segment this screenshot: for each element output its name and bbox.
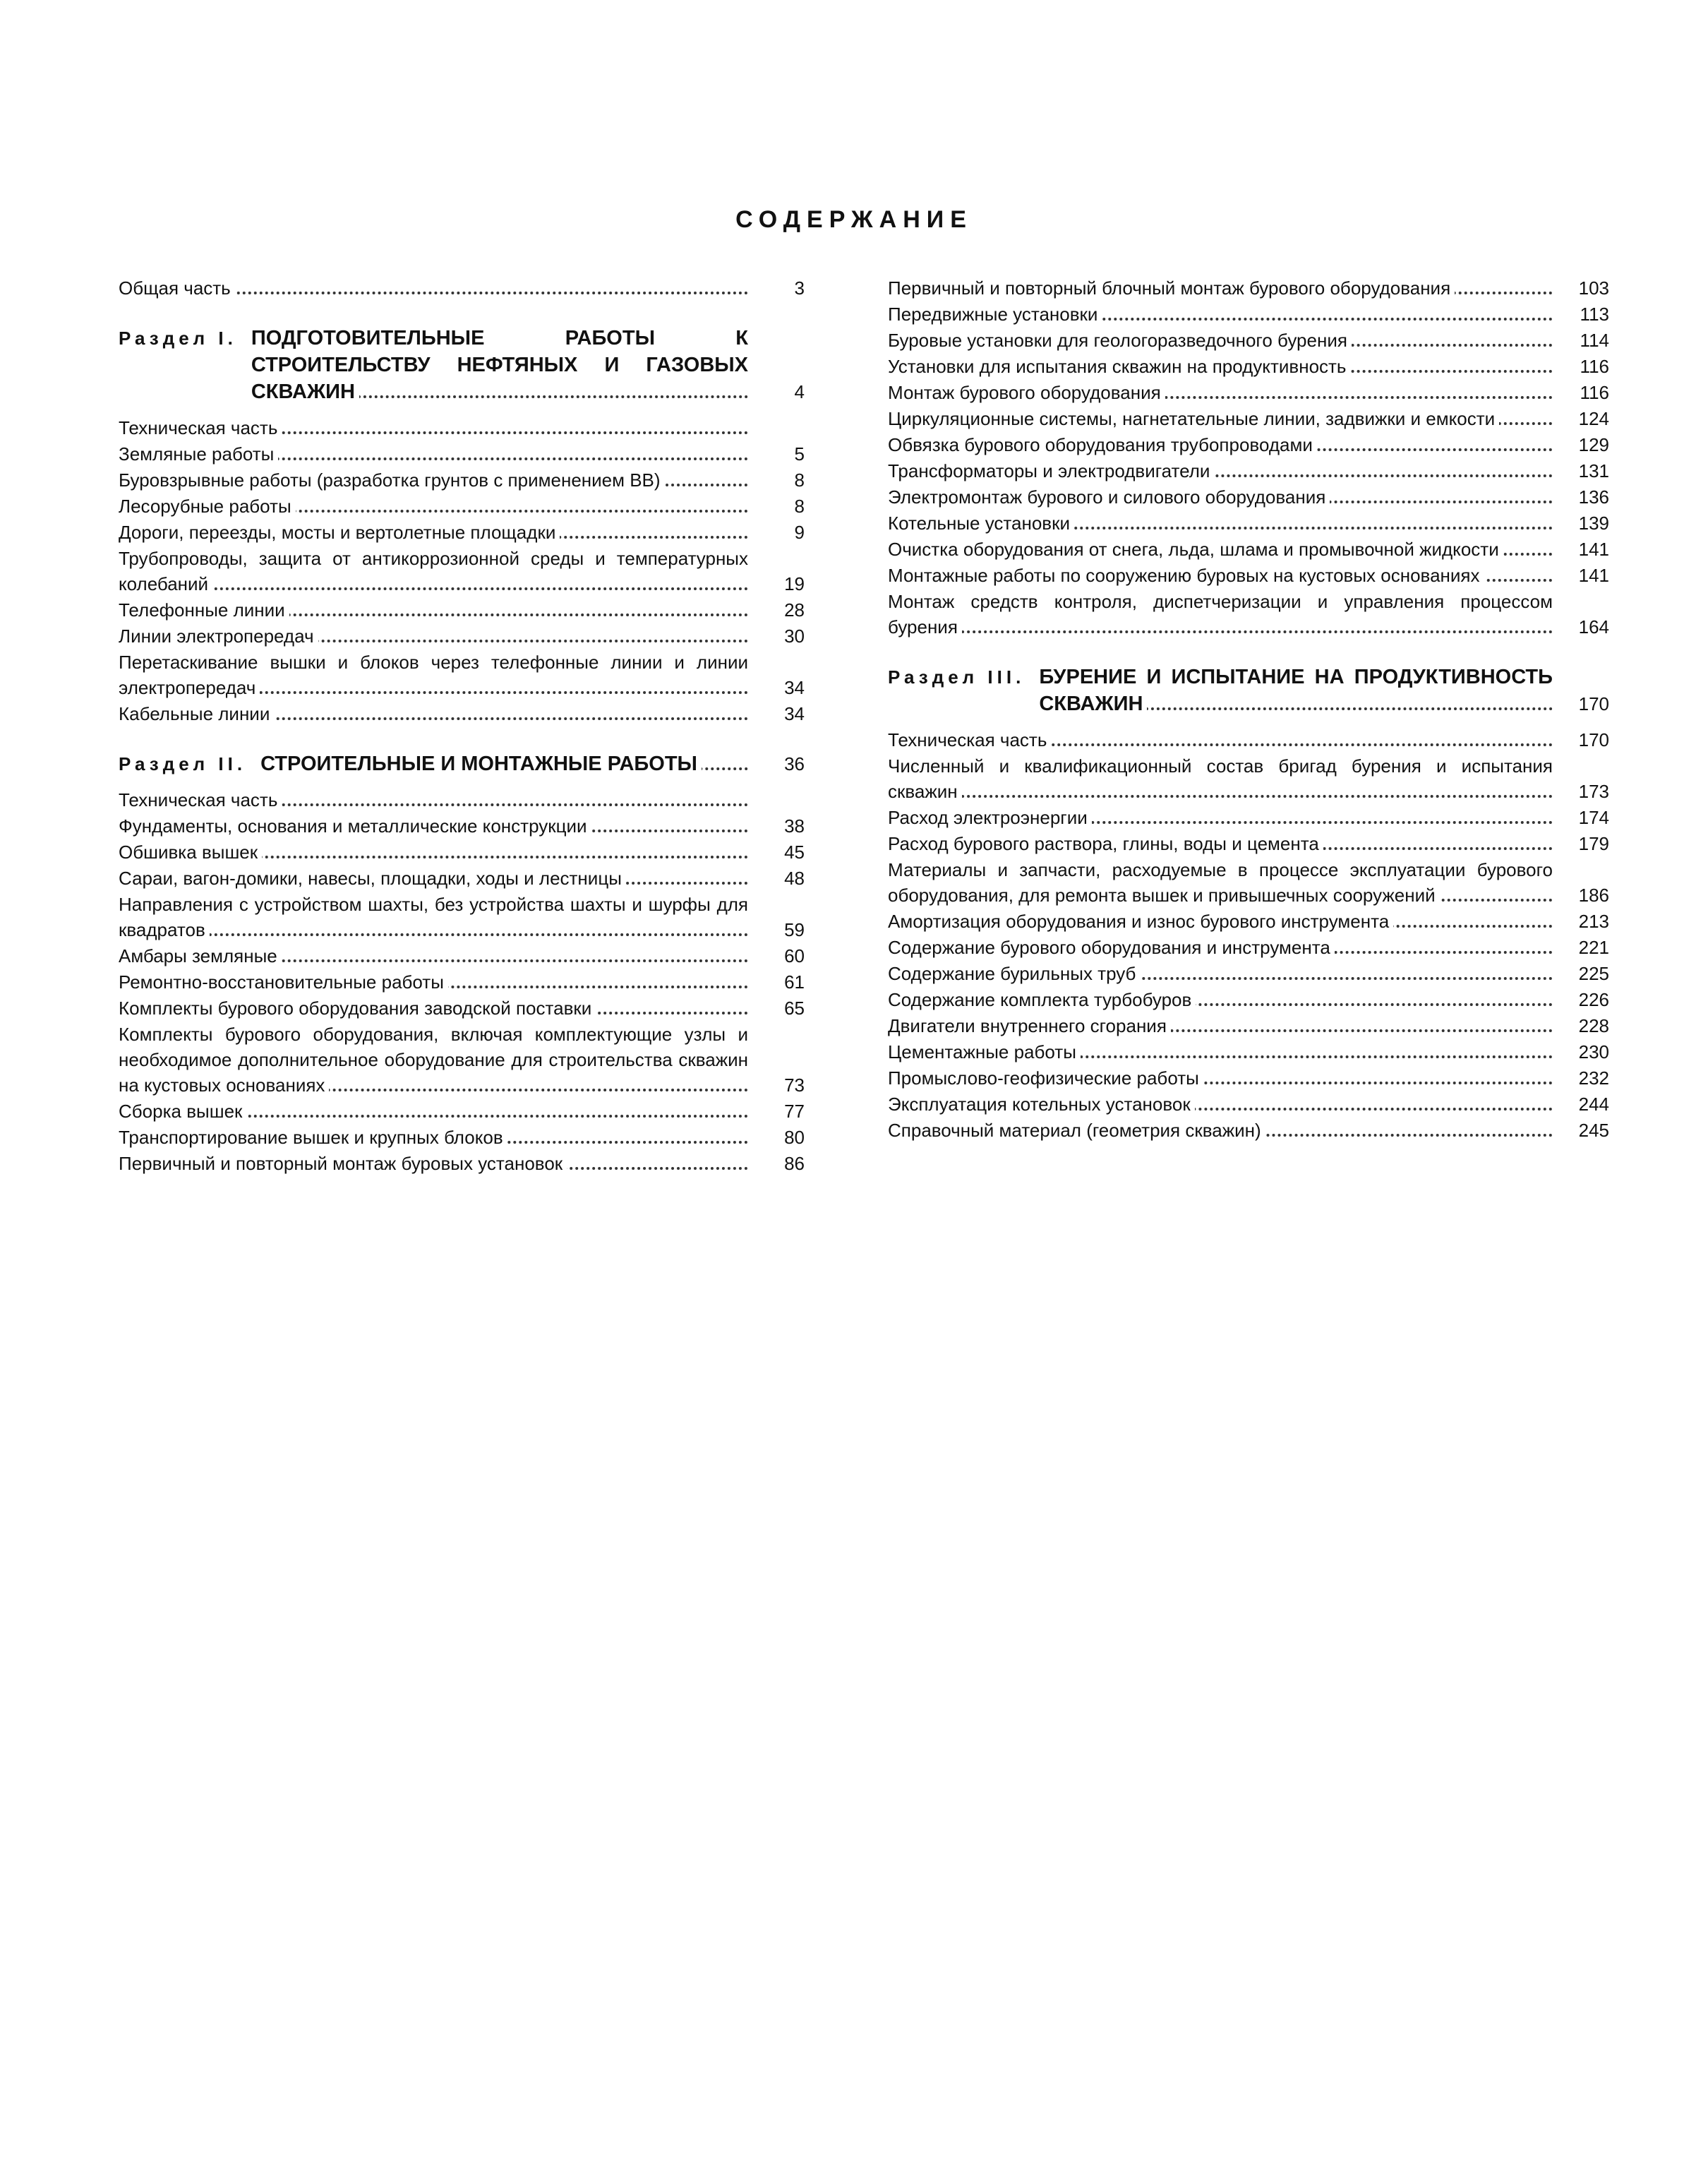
- toc-entry[interactable]: [888, 406, 1609, 431]
- toc-entry-title: Обвязка бурового оборудования трубопроводами: [888, 432, 1553, 457]
- toc-entry[interactable]: [888, 961, 1609, 986]
- section-title: БУРЕНИЕ И ИСПЫТАНИЕ НА ПРОДУКТИВНОСТЬ СКВАЖИН: [1039, 664, 1553, 717]
- toc-entry-page-number: 170: [1578, 729, 1609, 750]
- toc-entry-title: Содержание бурового оборудования и инструмента: [888, 935, 1553, 960]
- toc-entry-title: Перетаскивание вышки и блоков через телефонные линии и линии электропередач: [119, 650, 748, 700]
- toc-entry[interactable]: [119, 650, 805, 700]
- toc-entry[interactable]: [888, 432, 1609, 457]
- toc-entry-page-number: 131: [1578, 460, 1609, 481]
- toc-entry-title: Трансформаторы и электродвигатели: [888, 458, 1553, 484]
- toc-entry-title: Расход электроэнергии: [888, 805, 1553, 830]
- toc-entry-page-number: 59: [784, 919, 805, 940]
- toc-entry-title: Общая часть: [119, 275, 748, 301]
- toc-entry-title: Амбары земляные: [119, 943, 748, 969]
- toc-entry-page-number: 38: [784, 815, 805, 837]
- toc-entry-page-number: 129: [1578, 434, 1609, 455]
- toc-entry-page-number: 61: [784, 971, 805, 993]
- toc-entry-title: Расход бурового раствора, глины, воды и цемента: [888, 831, 1553, 856]
- toc-entry[interactable]: [119, 839, 805, 865]
- toc-entry-page-number: 5: [794, 443, 805, 465]
- toc-entry-title: Содержание комплекта турбобуров: [888, 987, 1553, 1012]
- toc-entry-title: Двигатели внутреннего сгорания: [888, 1013, 1553, 1038]
- toc-entry[interactable]: [119, 493, 805, 519]
- toc-entry[interactable]: [888, 510, 1609, 536]
- toc-entry-page-number: 48: [784, 868, 805, 889]
- toc-entry-title: Телефонные линии: [119, 597, 748, 623]
- toc-entry[interactable]: [888, 380, 1609, 405]
- toc-entry-page-number: 230: [1578, 1041, 1609, 1062]
- toc-entry-title: Содержание бурильных труб: [888, 961, 1553, 986]
- toc-entry[interactable]: [119, 520, 805, 545]
- toc-entry[interactable]: [119, 1022, 805, 1098]
- toc-entry[interactable]: [119, 813, 805, 839]
- toc-entry-title: Комплекты бурового оборудования заводской поставки: [119, 995, 748, 1021]
- toc-right-column: [888, 275, 1609, 1144]
- toc-entry-title: Буровые установки для геологоразведочного бурения: [888, 328, 1553, 353]
- toc-entry-page-number: 174: [1578, 807, 1609, 828]
- toc-entry-title: Техническая часть: [119, 787, 748, 813]
- toc-entry[interactable]: [888, 1065, 1609, 1091]
- toc-entry-title: Амортизация оборудования и износ бурового инструмента: [888, 909, 1553, 934]
- toc-entry[interactable]: [119, 546, 805, 597]
- toc-entry-title: Электромонтаж бурового и силового оборудования: [888, 484, 1553, 510]
- toc-entry[interactable]: [119, 1151, 805, 1176]
- toc-entry-page-number: 141: [1578, 539, 1609, 560]
- toc-entry[interactable]: [888, 484, 1609, 510]
- toc-entry-page-number: 179: [1578, 833, 1609, 854]
- toc-section-heading[interactable]: [888, 664, 1609, 717]
- toc-entry-page-number: 173: [1578, 781, 1609, 802]
- toc-entry-title: Ремонтно-восстановительные работы: [119, 969, 748, 995]
- toc-entry-title: Направления с устройством шахты, без устройства шахты и шурфы для квадратов: [119, 892, 748, 942]
- toc-entry-title: Комплекты бурового оборудования, включая комплектующие узлы и необходимое дополнительное оборудование для строительства скважин на кустовых основаниях: [119, 1022, 748, 1098]
- section-page-number: 170: [1578, 693, 1609, 714]
- toc-entry-page-number: 73: [784, 1074, 805, 1096]
- section-label: Раздел II.: [119, 753, 247, 774]
- toc-entry-title: Очистка оборудования от снега, льда, шлама и промывочной жидкости: [888, 537, 1553, 562]
- toc-entry[interactable]: [888, 301, 1609, 327]
- toc-entry[interactable]: [119, 1125, 805, 1150]
- toc-section-heading[interactable]: [119, 325, 805, 405]
- toc-entry-title: Трубопроводы, защита от антикоррозионной среды и температурных колебаний: [119, 546, 748, 597]
- toc-entry-title: Дороги, переезды, мосты и вертолетные площадки: [119, 520, 748, 545]
- toc-entry-page-number: 116: [1580, 382, 1609, 403]
- toc-entry-page-number: 244: [1578, 1094, 1609, 1115]
- toc-entry[interactable]: [888, 935, 1609, 960]
- toc-entry-title: Линии электропередач: [119, 623, 748, 649]
- toc-entry-title: Численный и квалификационный состав бригад бурения и испытания скважин: [888, 753, 1553, 804]
- toc-entry[interactable]: [888, 1013, 1609, 1038]
- toc-entry-page-number: 28: [784, 599, 805, 621]
- toc-entry-title: Установки для испытания скважин на продуктивность: [888, 354, 1553, 379]
- toc-entry-page-number: 221: [1578, 937, 1609, 958]
- toc-entry-title: Обшивка вышек: [119, 839, 748, 865]
- toc-entry-page-number: 114: [1580, 330, 1609, 351]
- toc-entry[interactable]: [888, 275, 1609, 301]
- toc-entry-page-number: 34: [784, 703, 805, 724]
- toc-entry-page-number: 60: [784, 945, 805, 966]
- toc-entry[interactable]: [888, 354, 1609, 379]
- toc-left-column: [119, 275, 805, 1177]
- toc-entry-page-number: 8: [794, 469, 805, 491]
- toc-entry-title: Первичный и повторный монтаж буровых установок: [119, 1151, 748, 1176]
- toc-entry[interactable]: [119, 1099, 805, 1124]
- toc-entry-title: Техническая часть: [888, 727, 1553, 753]
- section-title: ПОДГОТОВИТЕЛЬНЫЕ РАБОТЫ К СТРОИТЕЛЬСТВУ НЕФТЯНЫХ И ГАЗОВЫХ СКВАЖИН: [251, 325, 748, 405]
- toc-entry-page-number: 136: [1578, 486, 1609, 508]
- toc-entry-page-number: 228: [1578, 1015, 1609, 1036]
- toc-entry-page-number: 186: [1578, 885, 1609, 906]
- toc-entry[interactable]: [888, 1118, 1609, 1143]
- toc-entry[interactable]: [119, 275, 805, 301]
- toc-entry[interactable]: [119, 943, 805, 969]
- toc-entry[interactable]: [119, 866, 805, 891]
- toc-entry[interactable]: [888, 727, 1609, 753]
- toc-entry[interactable]: [119, 415, 805, 441]
- section-title: СТРОИТЕЛЬНЫЕ И МОНТАЖНЫЕ РАБОТЫ: [260, 750, 748, 777]
- toc-entry-title: Первичный и повторный блочный монтаж бурового оборудования: [888, 275, 1553, 301]
- toc-entry-title: Передвижные установки: [888, 301, 1553, 327]
- toc-entry-title: Котельные установки: [888, 510, 1553, 536]
- toc-entry[interactable]: [119, 467, 805, 493]
- toc-entry-page-number: 30: [784, 625, 805, 647]
- toc-entry-page-number: 141: [1578, 565, 1609, 586]
- toc-entry-title: Монтажные работы по сооружению буровых на кустовых основаниях: [888, 563, 1553, 588]
- toc-entry-title: Техническая часть: [119, 415, 748, 441]
- toc-entry[interactable]: [119, 995, 805, 1021]
- toc-entry-title: Циркуляционные системы, нагнетательные линии, задвижки и емкости: [888, 406, 1553, 431]
- toc-entry[interactable]: [888, 831, 1609, 856]
- toc-entry-page-number: 77: [784, 1101, 805, 1122]
- toc-entry[interactable]: [119, 441, 805, 467]
- toc-entry-page-number: 225: [1578, 963, 1609, 984]
- toc-entry-page-number: 103: [1578, 277, 1609, 299]
- toc-entry-page-number: 232: [1578, 1067, 1609, 1089]
- toc-entry-title: Сборка вышек: [119, 1099, 748, 1124]
- toc-entry-page-number: 116: [1580, 356, 1609, 377]
- toc-entry-title: Монтаж средств контроля, диспетчеризации и управления процессом бурения: [888, 589, 1553, 640]
- toc-entry-page-number: 124: [1578, 408, 1609, 429]
- section-label: Раздел I.: [119, 328, 237, 349]
- page-title: СОДЕРЖАНИЕ: [735, 206, 973, 233]
- toc-entry-page-number: 113: [1580, 304, 1609, 325]
- toc-entry[interactable]: [888, 563, 1609, 588]
- toc-entry-page-number: 19: [784, 573, 805, 594]
- toc-entry-title: Буровзрывные работы (разработка грунтов с применением ВВ): [119, 467, 748, 493]
- toc-entry-page-number: 164: [1578, 616, 1609, 637]
- toc-entry-page-number: 245: [1578, 1120, 1609, 1141]
- toc-entry-page-number: 45: [784, 842, 805, 863]
- toc-section-heading[interactable]: [119, 750, 805, 777]
- toc-entry[interactable]: [888, 1091, 1609, 1117]
- toc-entry-page-number: 65: [784, 998, 805, 1019]
- toc-entry[interactable]: [888, 987, 1609, 1012]
- toc-entry-title: Промыслово-геофизические работы: [888, 1065, 1553, 1091]
- toc-entry-title: Справочный материал (геометрия скважин): [888, 1118, 1553, 1143]
- toc-entry-page-number: 226: [1578, 989, 1609, 1010]
- toc-entry-page-number: 8: [794, 496, 805, 517]
- section-label: Раздел III.: [888, 666, 1026, 688]
- toc-entry-title: Монтаж бурового оборудования: [888, 380, 1553, 405]
- toc-entry-title: Цементажные работы: [888, 1039, 1553, 1065]
- toc-entry[interactable]: [888, 537, 1609, 562]
- toc-entry-title: Материалы и запчасти, расходуемые в процессе эксплуатации бурового оборудования, для ремонта вышек и привышечных сооружений: [888, 857, 1553, 908]
- toc-entry[interactable]: [888, 328, 1609, 353]
- toc-entry-page-number: 9: [794, 522, 805, 543]
- toc-entry[interactable]: [888, 1039, 1609, 1065]
- toc-entry-title: Кабельные линии: [119, 701, 748, 726]
- toc-entry[interactable]: [888, 753, 1609, 804]
- toc-entry-page-number: 86: [784, 1153, 805, 1174]
- toc-entry-page-number: 80: [784, 1127, 805, 1148]
- toc-entry[interactable]: [888, 458, 1609, 484]
- toc-entry[interactable]: [888, 805, 1609, 830]
- toc-entry[interactable]: [888, 909, 1609, 934]
- toc-entry-title: Земляные работы: [119, 441, 748, 467]
- toc-entry-title: Сараи, вагон-домики, навесы, площадки, ходы и лестницы: [119, 866, 748, 891]
- toc-entry-page-number: 213: [1578, 911, 1609, 932]
- toc-entry-page-number: 3: [794, 277, 805, 299]
- toc-entry[interactable]: [119, 701, 805, 726]
- toc-entry-title: Фундаменты, основания и металлические конструкции: [119, 813, 748, 839]
- section-page-number: 4: [794, 381, 805, 402]
- toc-entry[interactable]: [119, 623, 805, 649]
- toc-entry-page-number: 34: [784, 677, 805, 698]
- toc-entry[interactable]: [888, 857, 1609, 908]
- toc-entry-title: Эксплуатация котельных установок: [888, 1091, 1553, 1117]
- toc-entry[interactable]: [119, 969, 805, 995]
- toc-entry-page-number: 139: [1578, 513, 1609, 534]
- toc-entry[interactable]: [119, 892, 805, 942]
- toc-entry[interactable]: [888, 589, 1609, 640]
- toc-entry[interactable]: [119, 597, 805, 623]
- section-page-number: 36: [784, 753, 805, 774]
- toc-entry-title: Транспортирование вышек и крупных блоков: [119, 1125, 748, 1150]
- toc-entry[interactable]: [119, 787, 805, 813]
- toc-entry-title: Лесорубные работы: [119, 493, 748, 519]
